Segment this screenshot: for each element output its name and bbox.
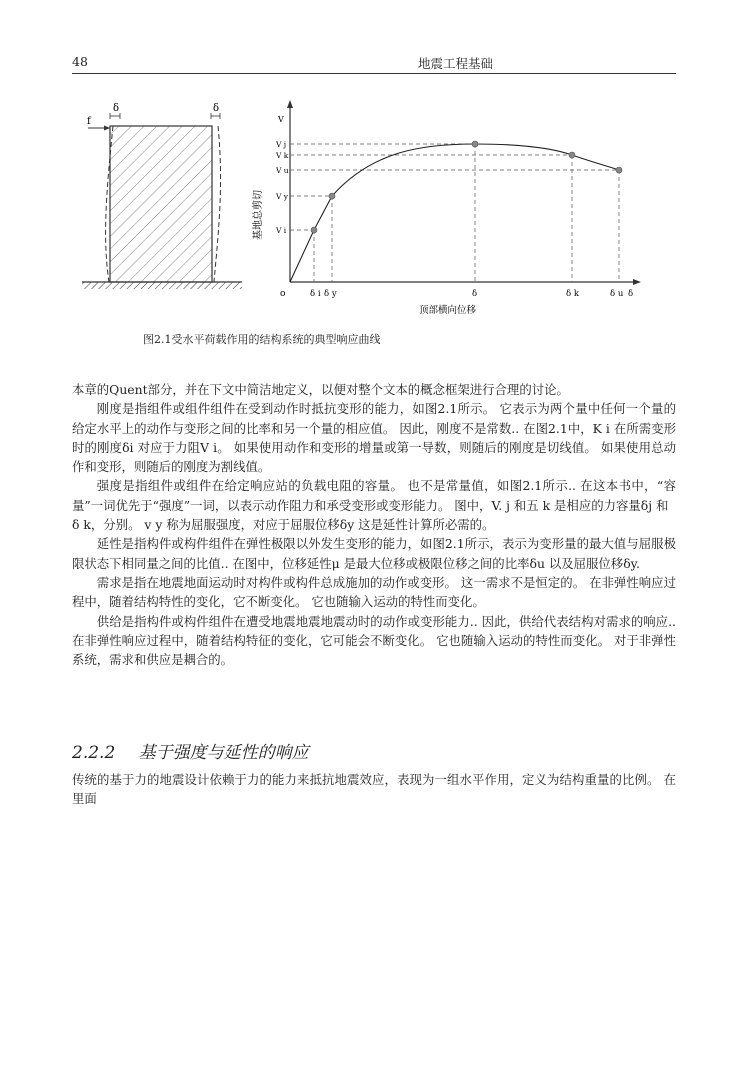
deformed-shape-right — [214, 126, 221, 282]
point-j — [472, 141, 478, 147]
book-title: 地震工程基础 — [418, 56, 494, 71]
point-y — [329, 193, 335, 199]
point-i — [311, 227, 317, 233]
paragraph: 传统的基于力的地震设计依赖于力的能力来抵抗地震效应，表现为一组水平作用，定义为结构重量的比例。 在里面 — [72, 772, 676, 807]
body-text — [72, 380, 676, 669]
tick-vk: V k — [276, 151, 289, 160]
section-title: 基于强度与延性的响应 — [138, 743, 309, 763]
page-header — [72, 54, 676, 72]
paragraph: 延性是指构件或构件组件在弹性极限以外发生变形的能力，如图2.1所示，表示为变形量的最大值与屈服极限状态下相同量之间的比值.. 在图中，位移延性μ 是最大位移或极限位移之间的比率δu 以及屈服位移δy. — [72, 536, 676, 571]
tick-dk: δ k — [566, 289, 579, 299]
section-heading — [72, 738, 309, 763]
figure-caption: 图2.1受水平荷载作用的结构系统的典型响应曲线 — [143, 333, 381, 346]
figure-2-1 — [72, 96, 672, 326]
structure-diagram — [82, 103, 242, 289]
axis-v-label: V — [278, 115, 284, 124]
structure-wall — [110, 126, 212, 282]
ground-hatch — [82, 282, 242, 289]
tick-vy: V y — [276, 192, 289, 201]
tick-dy: δ y — [324, 289, 337, 299]
paragraph: 供给是指构件或构件组件在遭受地震地震地震动时的动作或变形能力.. 因此，供给代表结构对需求的响应.. 在非弹性响应过程中，随着结构特征的变化，它可能会不断变化。 它也随输入运动的特性而变化。 对于非弹性系统，需求和供应是耦合的。 — [72, 613, 676, 668]
x-axis-title: 顶部横向位移 — [419, 305, 477, 316]
paragraph: 刚度是指组件或组件组件在受到动作时抵抗变形的能力，如图2.1所示。 它表示为两个量中任何一个量的给定水平上的动作与变形之间的比率和另一个量的相应值。 因此，刚度不是常数.. 在图2.1中，K i 在所需变形时的刚度δi 对应于力阻V i。 如果使用动作和变形的增量或第一导数，则随后的刚度是切线值。 如果使用总动作和变形，则随后的刚度为割线值。 — [72, 401, 676, 475]
page-number: 48 — [72, 54, 88, 69]
force-label: f — [87, 116, 91, 127]
disp-label-right: δ — [213, 103, 220, 114]
point-k — [569, 152, 575, 158]
guide-lines — [290, 144, 619, 282]
point-u — [616, 167, 622, 173]
section-number: 2.2.2 — [72, 743, 116, 763]
tick-di: δ i — [310, 289, 321, 299]
paragraph: δ k，分别。 v y 称为屈服强度，对应于屈服位移δy 这是延性计算所必需的。 — [72, 517, 495, 533]
header-rule — [72, 73, 676, 74]
paragraph: 本章的Quent部分，并在下文中简洁地定义，以便对整个文本的概念框架进行合理的讨论。 — [72, 382, 569, 397]
tick-vu: V u — [276, 166, 289, 175]
y-axis-title: 基地总剪切 — [253, 190, 264, 240]
tick-d-end: δ — [628, 289, 634, 299]
disp-label-left: δ — [113, 103, 120, 114]
tick-d: δ — [472, 289, 478, 299]
section-body — [72, 770, 676, 809]
paragraph: 强度是指组件或组件在给定响应站的负载电阻的容量。 也不是常量值，如图2.1所示.. 在这本书中，“容量”一词优先于“强度”一词，以表示动作阻力和承受变形或变形能力。 图中，V. j 和五 k 是相应的力容量δj 和 — [72, 478, 676, 513]
origin-label: o — [280, 289, 286, 299]
tick-du: δ u — [610, 289, 624, 299]
tick-vj: V j — [276, 140, 287, 149]
paragraph: 需求是指在地震地面运动时对构件或构件总成施加的动作或变形。 这一需求不是恒定的。 在非弹性响应过程中，随着结构特性的变化，它不断变化。 它也随输入运动的特性而变化。 — [72, 574, 676, 610]
tick-vi: V i — [276, 226, 287, 235]
response-curve — [290, 144, 619, 282]
response-chart — [251, 100, 641, 316]
